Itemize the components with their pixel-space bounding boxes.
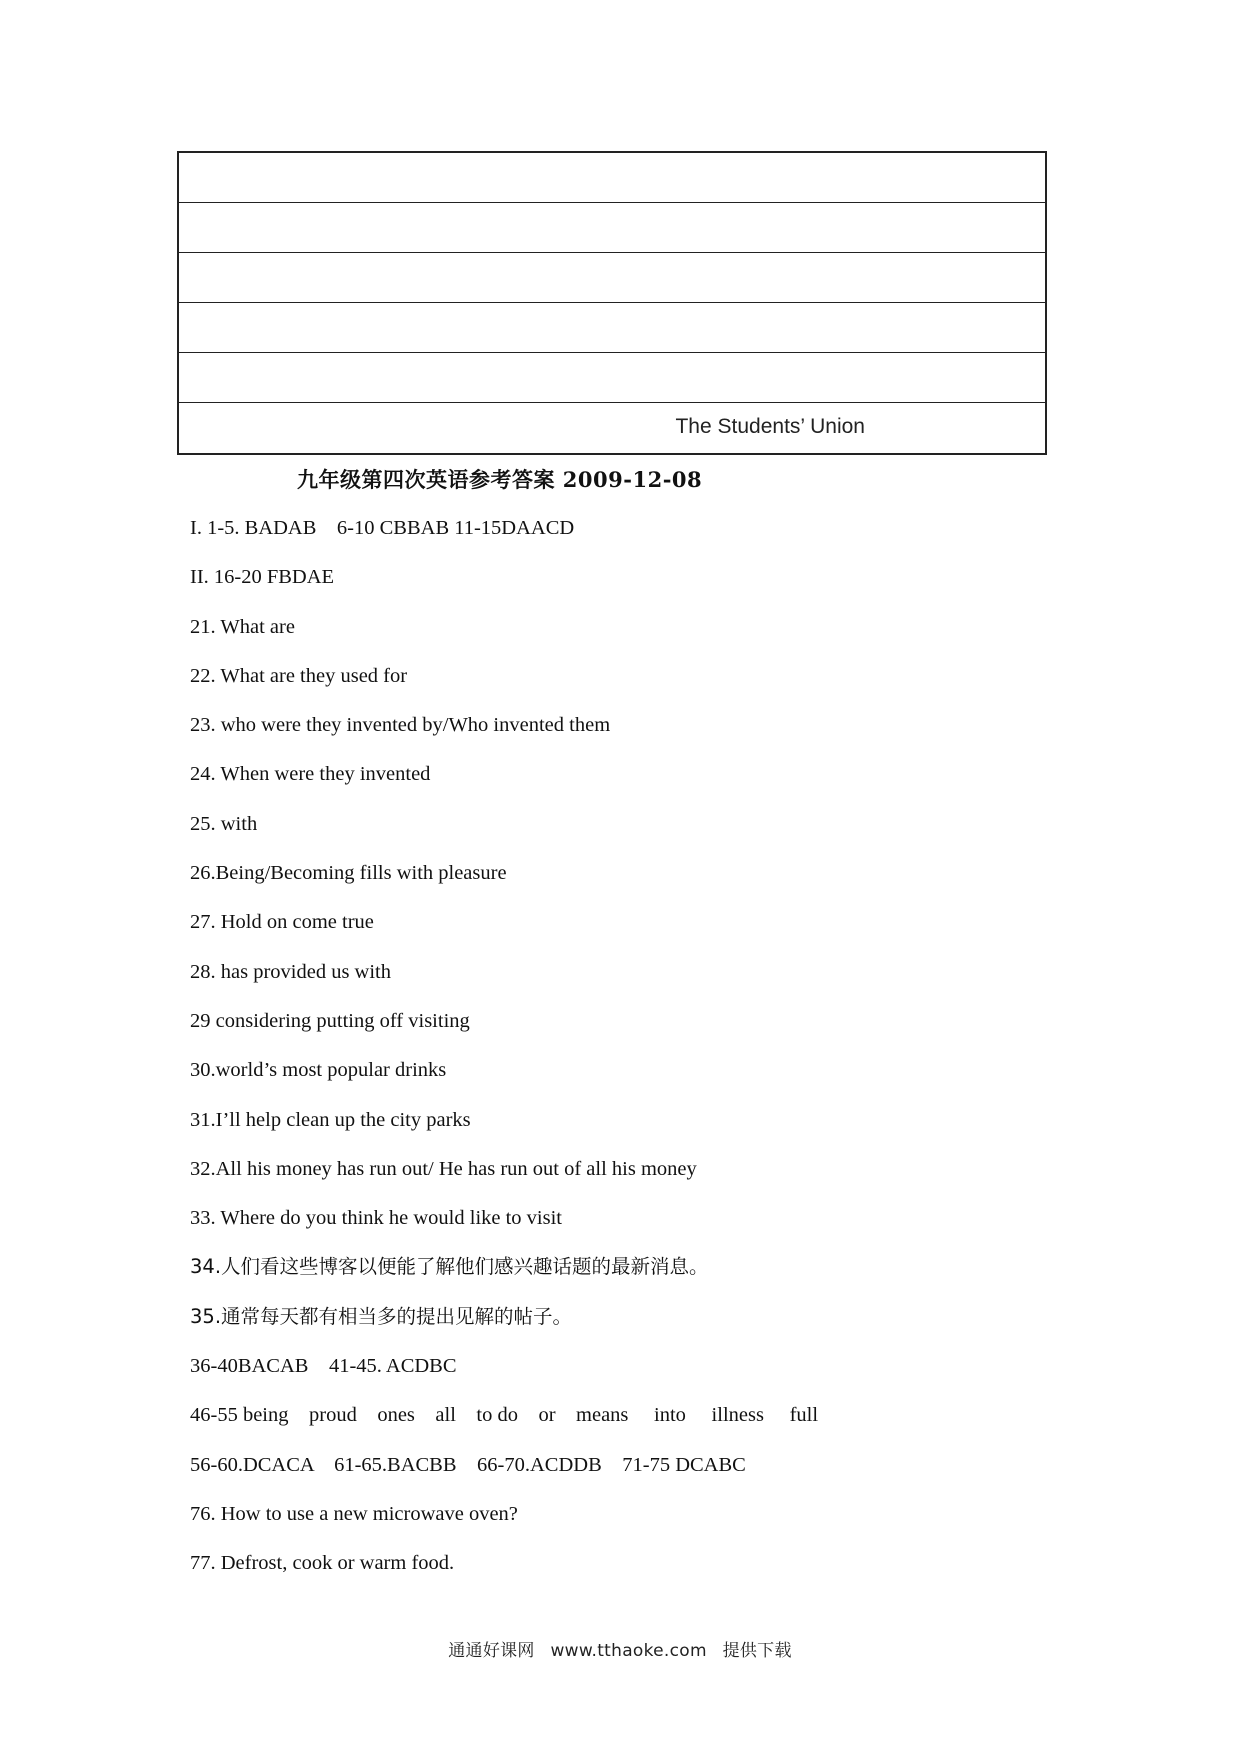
- answer-line: 21. What are: [190, 615, 295, 638]
- writing-line: [179, 303, 1045, 353]
- answer-key-list: [190, 514, 1090, 1599]
- answer-line: 30.world’s most popular drinks: [190, 1059, 447, 1082]
- writing-line: [179, 253, 1045, 303]
- answer-line: 56-60.DCACA 61-65.BACBB 66-70.ACDDB 71-75 DCABC: [190, 1453, 746, 1476]
- signature-text: The Students’ Union: [675, 415, 865, 438]
- footer-url-link[interactable]: www.tthaoke.com: [550, 1641, 707, 1661]
- answer-line: 26.Being/Becoming fills with pleasure: [190, 862, 507, 885]
- writing-line: [179, 153, 1045, 203]
- answer-line: 32.All his money has run out/ He has run out of all his money: [190, 1157, 697, 1180]
- writing-answer-box: [177, 151, 1047, 455]
- writing-line: [179, 203, 1045, 253]
- answer-line: 33. Where do you think he would like to visit: [190, 1207, 562, 1230]
- answer-line: 31.I’ll help clean up the city parks: [190, 1108, 471, 1131]
- answer-line: I. 1-5. BADAB 6-10 CBBAB 11-15DAACD: [190, 517, 575, 539]
- answer-line: 28. has provided us with: [190, 960, 391, 983]
- answer-line: 27. Hold on come true: [190, 911, 374, 934]
- answer-line: 76. How to use a new microwave oven?: [190, 1502, 518, 1525]
- footer-note: 提供下载: [722, 1641, 792, 1661]
- answer-line: 23. who were they invented by/Who invented them: [190, 714, 611, 737]
- footer-site-name: 通通好课网: [448, 1641, 535, 1661]
- answer-line: 25. with: [190, 812, 258, 835]
- answer-key-title: 九年级第四次英语参考答案 2009-12-08: [297, 467, 703, 492]
- answer-line: 46-55 being proud ones all to do or means into illness full: [190, 1404, 819, 1427]
- page-footer: [0, 1636, 1240, 1661]
- answer-line: 77. Defrost, cook or warm food.: [190, 1552, 455, 1575]
- answer-line: 22. What are they used for: [190, 664, 408, 687]
- answer-line: 34.人们看这些博客以便能了解他们感兴趣话题的最新消息。: [190, 1255, 709, 1279]
- writing-line: [179, 353, 1045, 403]
- writing-line-signature: [179, 403, 1045, 453]
- answer-line: 29 considering putting off visiting: [190, 1009, 470, 1032]
- answer-line: 36-40BACAB 41-45. ACDBC: [190, 1355, 457, 1378]
- answer-line: 24. When were they invented: [190, 763, 431, 786]
- answer-line: 35.通常每天都有相当多的提出见解的帖子。: [190, 1304, 573, 1328]
- answer-line: II. 16-20 FBDAE: [190, 566, 335, 589]
